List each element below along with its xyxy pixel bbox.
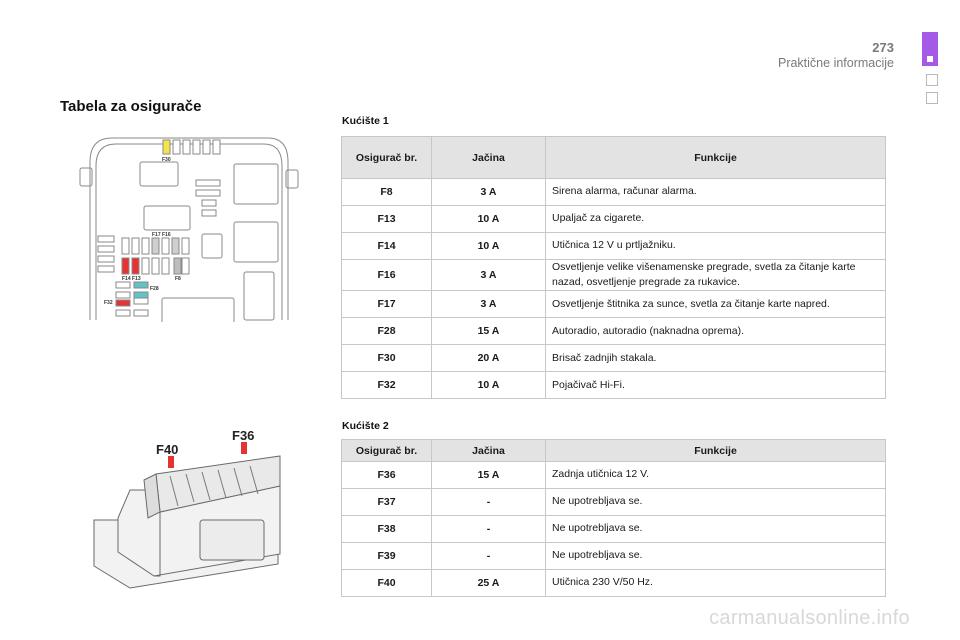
fuse-function-cell: Ne upotrebljava se. bbox=[546, 543, 886, 570]
fuse-f16-highlight bbox=[172, 238, 179, 254]
fuse-number-cell: F36 bbox=[342, 462, 432, 489]
label-f14-f13: F14 F13 bbox=[122, 276, 141, 282]
fuse-rating-cell: 15 A bbox=[432, 318, 546, 345]
fuse-function-cell: Ne upotrebljava se. bbox=[546, 489, 886, 516]
fuse-rating-cell: 3 A bbox=[432, 291, 546, 318]
fuse-f36-marker bbox=[241, 442, 247, 454]
fuse-number-cell: F40 bbox=[342, 570, 432, 597]
fuse-rating-cell: 10 A bbox=[432, 206, 546, 233]
fuse-f8-highlight bbox=[174, 258, 181, 274]
fuse-rating-cell: 3 A bbox=[432, 260, 546, 291]
column-header-rating: Jačina bbox=[432, 440, 546, 462]
column-header-fuse: Osigurač br. bbox=[342, 137, 432, 179]
fuse-rating-cell: - bbox=[432, 543, 546, 570]
table-row bbox=[342, 516, 886, 543]
fuse-rating-cell: 3 A bbox=[432, 179, 546, 206]
chapter-tab-box bbox=[926, 92, 938, 104]
fuse-function-cell: Pojačivač Hi-Fi. bbox=[546, 372, 886, 399]
chapter-tab-box bbox=[926, 74, 938, 86]
fuse-number-cell: F39 bbox=[342, 543, 432, 570]
column-header-functions: Funkcije bbox=[546, 440, 886, 462]
fuse-function-cell: Ne upotrebljava se. bbox=[546, 516, 886, 543]
fuse-function-cell: Sirena alarma, računar alarma. bbox=[546, 179, 886, 206]
column-header-functions: Funkcije bbox=[546, 137, 886, 179]
fuse-number-cell: F38 bbox=[342, 516, 432, 543]
fuse-f13-highlight bbox=[132, 258, 139, 274]
table-row bbox=[342, 179, 886, 206]
table-row bbox=[342, 345, 886, 372]
label-f8: F8 bbox=[175, 276, 181, 282]
fuse-function-cell: Osvetljenje velike višenamenske pregrade, svetla za čitanje karte nazad, osvetljenje pregrade za rukavice. bbox=[546, 260, 886, 291]
table-row bbox=[342, 318, 886, 345]
chapter-tab-marker bbox=[922, 32, 938, 66]
table-row bbox=[342, 291, 886, 318]
table-row bbox=[342, 372, 886, 399]
fuse-function-cell: Zadnja utičnica 12 V. bbox=[546, 462, 886, 489]
table-row bbox=[342, 462, 886, 489]
fuse-number-cell: F14 bbox=[342, 233, 432, 260]
fuse-box-2-diagram bbox=[90, 428, 305, 598]
fuse-f28-highlight bbox=[134, 282, 148, 288]
fuse-number-cell: F30 bbox=[342, 345, 432, 372]
box-2-title: Kućište 2 bbox=[342, 420, 389, 432]
fuse-rating-cell: 10 A bbox=[432, 372, 546, 399]
table-row bbox=[342, 206, 886, 233]
table-row bbox=[342, 233, 886, 260]
section-title: Tabela za osigurače bbox=[60, 98, 202, 115]
page-number: 273 bbox=[872, 40, 894, 55]
fuse-f14-highlight bbox=[122, 258, 129, 274]
column-header-fuse: Osigurač br. bbox=[342, 440, 432, 462]
fuse-number-cell: F16 bbox=[342, 260, 432, 291]
fuse-rating-cell: 25 A bbox=[432, 570, 546, 597]
table-row bbox=[342, 489, 886, 516]
fuse-function-cell: Brisač zadnjih stakala. bbox=[546, 345, 886, 372]
fuse-f28-highlight bbox=[134, 292, 148, 298]
fuse-function-cell: Osvetljenje štitnika za sunce, svetla za čitanje karte napred. bbox=[546, 291, 886, 318]
fuse-function-cell: Upaljač za cigarete. bbox=[546, 206, 886, 233]
label-f30: F30 bbox=[162, 157, 171, 163]
label-f32: F32 bbox=[104, 300, 113, 306]
fuse-function-cell: Autoradio, autoradio (naknadna oprema). bbox=[546, 318, 886, 345]
fuse-rating-cell: 15 A bbox=[432, 462, 546, 489]
fuse-box-1-diagram bbox=[78, 132, 303, 322]
label-f40: F40 bbox=[156, 442, 179, 457]
watermark: carmanualsonline.info bbox=[709, 607, 910, 629]
fuse-table-box-2 bbox=[341, 439, 886, 597]
fuse-function-cell: Utičnica 12 V u prtljažniku. bbox=[546, 233, 886, 260]
box-1-title: Kućište 1 bbox=[342, 115, 389, 127]
fuse-number-cell: F13 bbox=[342, 206, 432, 233]
fuse-number-cell: F32 bbox=[342, 372, 432, 399]
fuse-rating-cell: - bbox=[432, 489, 546, 516]
fuse-function-cell: Utičnica 230 V/50 Hz. bbox=[546, 570, 886, 597]
fuse-number-cell: F28 bbox=[342, 318, 432, 345]
fuse-f30-highlight bbox=[163, 140, 170, 154]
label-f36: F36 bbox=[232, 428, 255, 443]
fuse-table-box-1 bbox=[341, 136, 886, 399]
fuse-f17-highlight bbox=[152, 238, 159, 254]
table-row bbox=[342, 570, 886, 597]
fuse-number-cell: F17 bbox=[342, 291, 432, 318]
column-header-rating: Jačina bbox=[432, 137, 546, 179]
fuse-f40-marker bbox=[168, 456, 174, 468]
label-f17-f16: F17 F16 bbox=[152, 232, 171, 238]
fuse-rating-cell: - bbox=[432, 516, 546, 543]
fuse-f32-highlight bbox=[116, 300, 130, 306]
fuse-rating-cell: 10 A bbox=[432, 233, 546, 260]
label-f28: F28 bbox=[150, 286, 159, 292]
table-row bbox=[342, 543, 886, 570]
fuse-number-cell: F8 bbox=[342, 179, 432, 206]
fuse-rating-cell: 20 A bbox=[432, 345, 546, 372]
table-row bbox=[342, 260, 886, 291]
chapter-title: Praktične informacije bbox=[777, 56, 894, 70]
fuse-number-cell: F37 bbox=[342, 489, 432, 516]
